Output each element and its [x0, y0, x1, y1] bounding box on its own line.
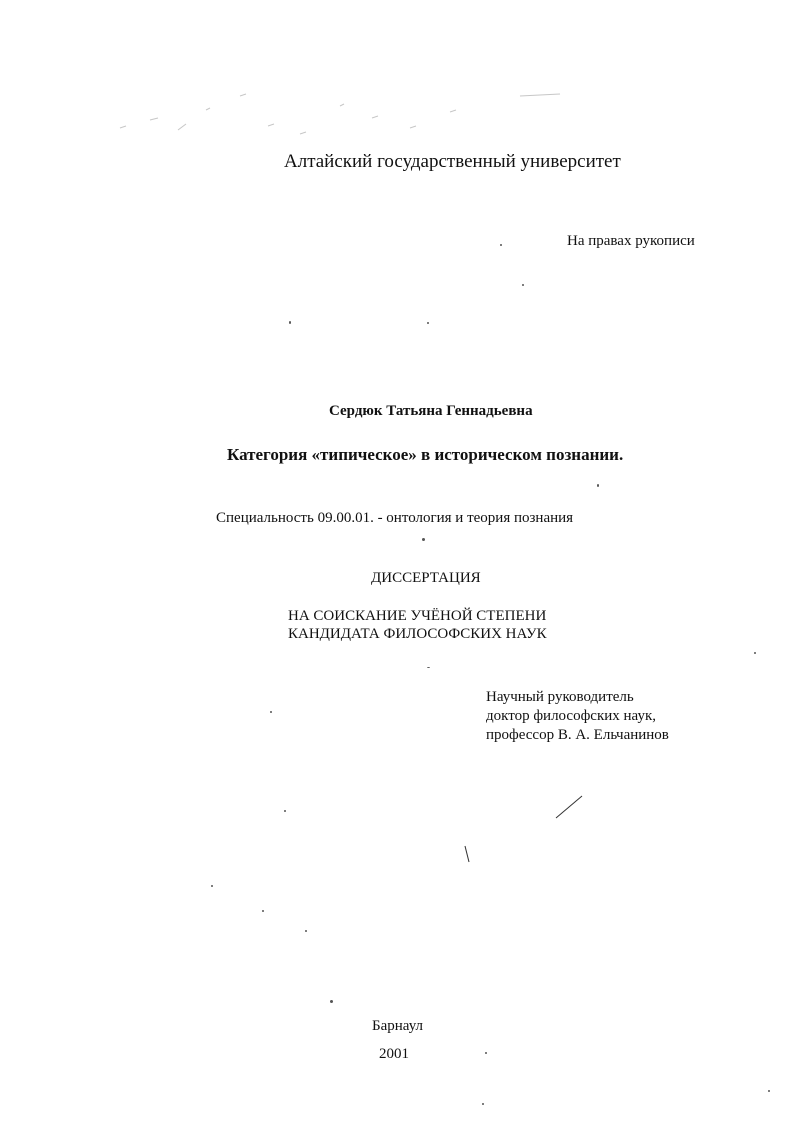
- scan-speck: [482, 1103, 484, 1105]
- pen-stroke-mark: [556, 796, 582, 818]
- scan-speck: [500, 244, 502, 246]
- scan-speck: [289, 321, 291, 324]
- specialty-line: Специальность 09.00.01. - онтология и теория познания: [216, 510, 574, 526]
- supervisor-degree: доктор философских наук,: [486, 708, 656, 724]
- scan-speck: [422, 538, 425, 541]
- supervisor-role: Научный руководитель: [486, 689, 634, 705]
- author-name: Сердюк Татьяна Геннадьевна: [329, 403, 533, 419]
- scan-speck: [754, 652, 756, 654]
- manuscript-note: На правах рукописи: [567, 233, 695, 249]
- thesis-title: Категория «типическое» в историческом познании.: [227, 445, 624, 464]
- scan-speck: [330, 1000, 333, 1003]
- scan-speck: [522, 284, 524, 286]
- scan-speck: [427, 667, 430, 668]
- scan-speck: [305, 930, 307, 932]
- university-name: Алтайский государственный университет: [284, 151, 621, 172]
- scan-speck: [768, 1090, 770, 1092]
- scan-speck: [211, 885, 213, 887]
- scan-speck: [270, 711, 272, 713]
- pen-stroke-mark: [465, 846, 469, 862]
- scan-speck: [597, 484, 599, 487]
- degree-line-2: КАНДИДАТА ФИЛОСОФСКИХ НАУК: [288, 626, 547, 642]
- city: Барнаул: [372, 1018, 424, 1034]
- scan-speck: [284, 810, 286, 812]
- scan-speck: [262, 910, 264, 912]
- supervisor-name: профессор В. А. Ельчанинов: [486, 727, 669, 743]
- scan-speck: [485, 1052, 487, 1054]
- year: 2001: [379, 1046, 409, 1062]
- degree-line-1: НА СОИСКАНИЕ УЧЁНОЙ СТЕПЕНИ: [288, 608, 547, 624]
- scan-speck: [427, 322, 429, 324]
- document-type: ДИССЕРТАЦИЯ: [371, 570, 481, 586]
